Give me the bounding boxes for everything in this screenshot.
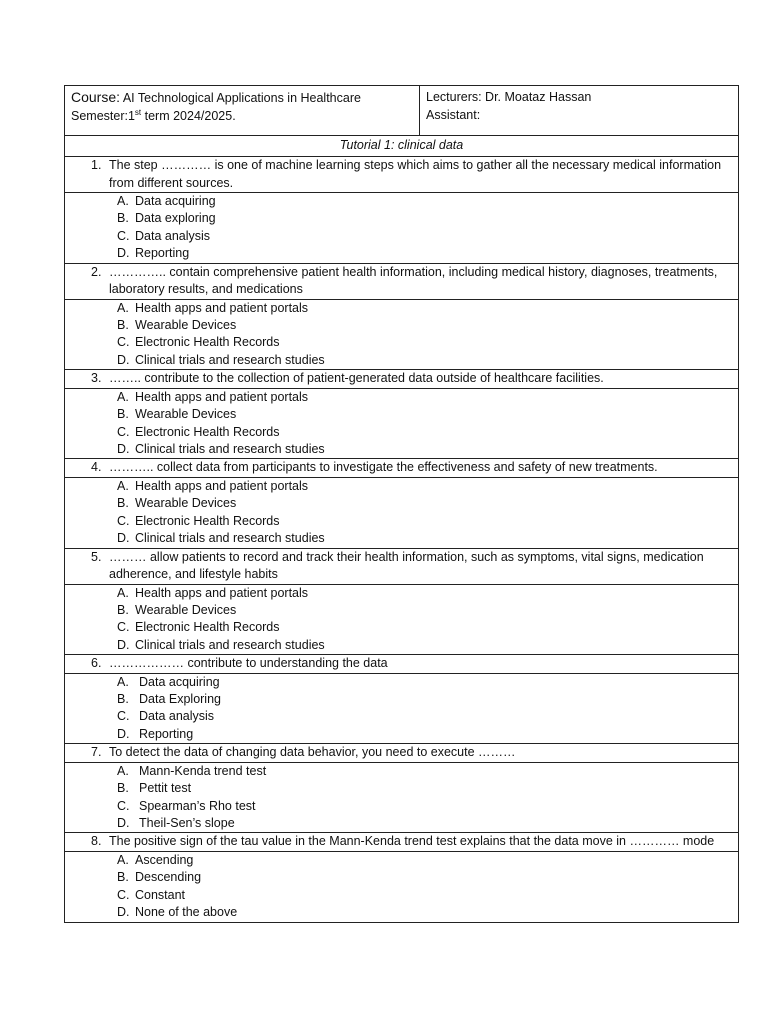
question [91,655,738,673]
option-letter: D. [117,246,130,261]
question-row [65,157,738,193]
question-text: ……….. collect data from participants to investigate the effectiveness and safety of new treatments. [109,460,658,475]
options-list [65,852,738,922]
question-text: To detect the data of changing data behavior, you need to execute ……… [109,745,516,760]
option-letter: B. [117,496,129,511]
option-text: Health apps and patient portals [135,478,309,493]
option-letter: A. [117,478,129,493]
question-text: The step ………… is one of machine learning steps which aims to gather all the necessary medical information from different sources. [109,158,722,190]
option-item [117,530,738,547]
option-letter: D. [117,531,130,546]
header-row [65,86,738,136]
option-letter: B. [117,211,129,226]
option-item [117,780,738,797]
option-text: None of the above [135,905,238,920]
option-text: Reporting [135,246,190,261]
option-text: Data analysis [135,228,211,243]
option-letter: B. [117,602,129,617]
question [91,549,738,584]
option-letter: D. [117,441,130,456]
option-text: Spearman’s Rho test [139,798,256,813]
question-row [65,264,738,300]
option-text: Descending [135,870,202,885]
option-text: Reporting [139,726,194,741]
tutorial-title: Tutorial 1: clinical data [65,136,738,157]
option-item [117,406,738,423]
option-item [117,334,738,351]
question-number: 5. [91,549,102,564]
option-item [117,389,738,406]
option-letter: A. [117,389,129,404]
option-text: Clinical trials and research studies [135,531,325,546]
option-item [117,691,738,708]
question-text: …….. contribute to the collection of patient-generated data outside of healthcare facilities. [109,371,604,386]
question-row [65,833,738,852]
option-letter: B. [117,318,129,333]
options-list [65,389,738,460]
question-number: 8. [91,834,102,849]
option-item [117,726,738,743]
option-text: Wearable Devices [135,496,237,511]
question [91,459,738,477]
option-text: Pettit test [139,781,192,796]
question-row [65,655,738,674]
option-letter: C. [117,424,130,439]
option-letter: A. [117,852,129,867]
option-letter: C. [117,887,130,902]
question-number: 3. [91,371,102,386]
option-item [117,352,738,369]
question [91,264,738,299]
option-text: Data Exploring [139,692,221,707]
option-text: Wearable Devices [135,318,237,333]
option-letter: C. [117,228,130,243]
option-item [117,585,738,602]
option-item [117,904,738,921]
option-item [117,193,738,210]
option-letter: B. [117,781,129,796]
option-text: Constant [135,887,186,902]
question [91,744,738,762]
option-text: Clinical trials and research studies [135,441,325,456]
option-text: Wearable Devices [135,602,237,617]
option-text: Data acquiring [139,674,220,689]
semester-line [71,107,413,125]
option-item [117,602,738,619]
option-letter: D. [117,815,130,830]
option-text: Health apps and patient portals [135,389,309,404]
option-letter: B. [117,692,129,707]
option-letter: C. [117,709,130,724]
option-item [117,708,738,725]
semester-sup: st [134,107,142,117]
semester-prefix: Semester:1 [71,109,135,123]
option-letter: D. [117,352,130,367]
option-item [117,674,738,691]
option-item [117,441,738,458]
question-number: 7. [91,745,102,760]
option-letter: C. [117,620,130,635]
options-list [65,674,738,745]
option-item [117,495,738,512]
question-text: The positive sign of the tau value in the Mann-Kenda trend test explains that the data move in ………… mode [109,834,715,849]
option-item [117,637,738,654]
question-row [65,549,738,585]
options-list [65,763,738,834]
option-item [117,317,738,334]
question-row [65,459,738,478]
option-text: Electronic Health Records [135,513,280,528]
option-text: Data analysis [139,709,215,724]
course-name: AI Technological Applications in Healthcare [122,91,361,105]
course-line [71,88,413,107]
question [91,370,738,388]
option-text: Electronic Health Records [135,620,280,635]
option-text: Data acquiring [135,194,216,208]
question-number: 6. [91,656,102,671]
options-list [65,585,738,656]
staff-info [420,86,738,135]
option-letter: C. [117,513,130,528]
option-letter: D. [117,726,130,741]
question-row [65,744,738,763]
option-letter: A. [117,674,129,689]
option-item [117,619,738,636]
option-text: Electronic Health Records [135,424,280,439]
lecturers: Lecturers: Dr. Moataz Hassan [426,90,592,104]
option-text: Electronic Health Records [135,335,280,350]
option-letter: A. [117,194,129,208]
option-item [117,478,738,495]
question-list [65,157,738,922]
question-number: 4. [91,460,102,475]
option-item [117,513,738,530]
option-item [117,887,738,904]
option-item [117,869,738,886]
option-text: Theil-Sen’s slope [139,815,235,830]
question-text: ……… allow patients to record and track their health information, such as symptoms, vital signs, medication adherence, and lifestyle habits [109,549,704,581]
option-text: Mann-Kenda trend test [139,763,267,778]
option-item [117,210,738,227]
question-number: 1. [91,158,102,172]
semester-rest: term 2024/2025. [141,109,236,123]
option-letter: C. [117,798,130,813]
option-item [117,300,738,317]
question-row [65,370,738,389]
option-text: Health apps and patient portals [135,300,309,315]
option-letter: C. [117,335,130,350]
option-text: Wearable Devices [135,407,237,422]
option-letter: A. [117,300,129,315]
option-item [117,245,738,262]
option-letter: B. [117,870,129,885]
question [91,833,738,851]
assistant: Assistant: [426,108,481,122]
option-letter: D. [117,905,130,920]
course-info [65,86,420,135]
option-item [117,763,738,780]
question-text: ……………… contribute to understanding the data [109,656,388,671]
option-letter: A. [117,585,129,600]
option-text: Clinical trials and research studies [135,352,325,367]
option-text: Clinical trials and research studies [135,637,325,652]
option-item [117,424,738,441]
question-text: ………….. contain comprehensive patient health information, including medical history, diagnoses, treatments, laboratory results, and medications [109,264,718,297]
option-letter: D. [117,637,130,652]
options-list [65,300,738,371]
course-label: Course: [71,89,121,105]
question [91,157,738,192]
option-item [117,228,738,245]
options-list [65,193,738,264]
option-letter: A. [117,763,129,778]
option-item [117,815,738,832]
option-text: Ascending [135,852,194,867]
option-item [117,798,738,815]
option-text: Health apps and patient portals [135,585,309,600]
tutorial-sheet [64,85,739,923]
question-number: 2. [91,264,102,279]
option-text: Data exploring [135,211,216,226]
option-letter: B. [117,407,129,422]
options-list [65,478,738,549]
option-item [117,852,738,869]
